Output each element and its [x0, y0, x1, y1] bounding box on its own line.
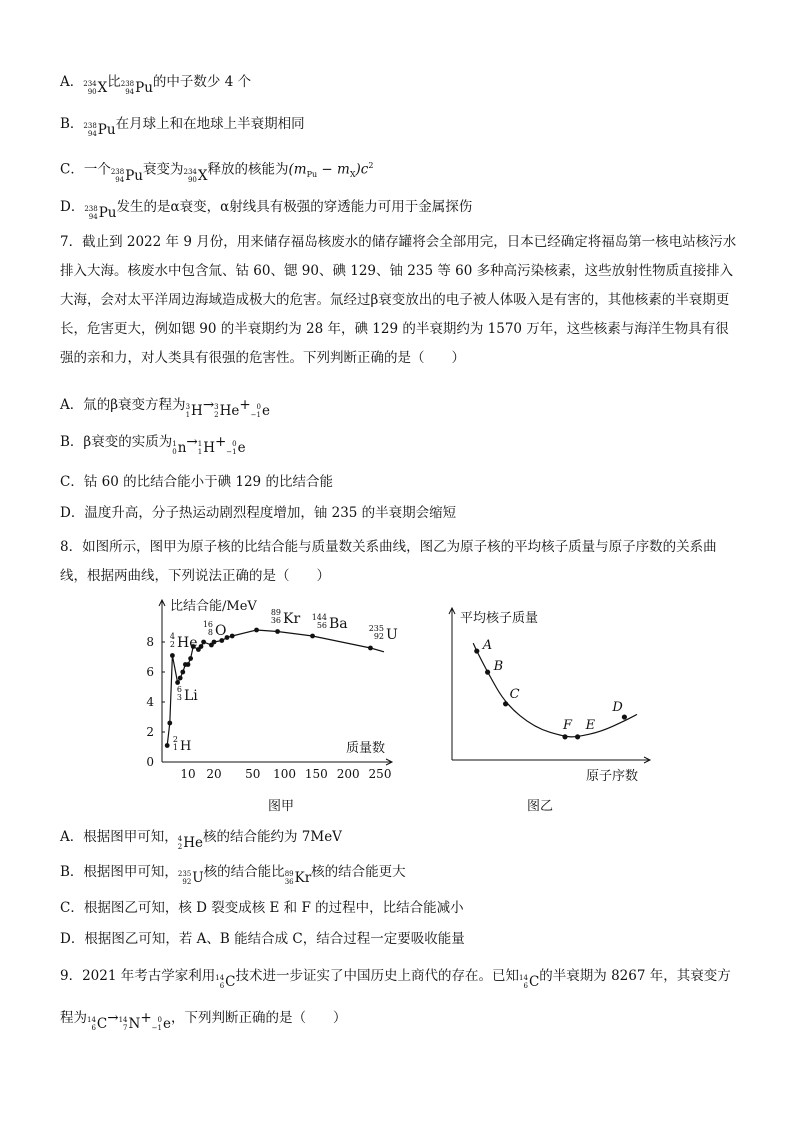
jia-xtick-50: 50	[245, 767, 261, 781]
jia-ytick-4: 4	[146, 695, 154, 709]
yi-point-B	[485, 670, 490, 675]
yi-xlabel: 原子序数	[586, 769, 639, 784]
jia-xtick-250: 250	[368, 767, 392, 781]
jia-label-U-sym: U	[386, 627, 398, 643]
jia-label-H-A: 2	[172, 735, 178, 744]
yi-point-D	[622, 714, 627, 719]
yi-point-label-F: F	[563, 717, 573, 733]
q9-stem-line2: 程为 14 6 C→ 14 7 N+ 0 −1 e，下列判断正确的是（ ）	[60, 1010, 347, 1032]
jia-label-He-Z: 2	[169, 640, 175, 649]
jia-point	[180, 670, 185, 675]
yi-point-label-E: E	[585, 717, 596, 733]
q7-option-b: B．β衰变的实质为 1 0 n→ 1 1 H+ 0 −1 e	[60, 434, 246, 456]
yi-point-label-B: B	[493, 659, 504, 675]
jia-label-Kr-sym: Kr	[283, 611, 301, 627]
yi-ylabel: 平均核子质量	[460, 611, 539, 626]
jia-point	[167, 721, 172, 726]
q7-option-a: A．氚的β衰变方程为 3 1 H→ 3 2 He+ 0 −1 e	[60, 397, 270, 419]
yi-point-A	[474, 648, 479, 653]
yi-point-label-C: C	[509, 686, 520, 702]
jia-point	[170, 653, 175, 658]
jia-label-U-Z: 92	[373, 632, 384, 641]
jia-ytick-6: 6	[146, 665, 154, 679]
yi-group	[449, 608, 650, 784]
jia-label-Ba-Z: 56	[316, 621, 327, 630]
jia-point	[188, 656, 193, 661]
q8-option-d: D．根据图乙可知，若 A、B 能结合成 C，结合过程一定要吸收能量	[60, 931, 465, 947]
jia-ytick-2: 2	[146, 725, 154, 739]
yi-point-E	[575, 734, 580, 739]
jia-label-Kr-A: 89	[270, 608, 281, 617]
jia-xtick-10: 10	[180, 767, 196, 781]
jia-label-O-Z: 8	[207, 628, 213, 637]
jia-label-H-Z: 1	[172, 743, 178, 752]
q8-option-a: A．根据图甲可知， 4 2 He核的结合能约为 7MeV	[60, 829, 342, 851]
q7-stem: 7．截止到 2022 年 9 月份，用来储存福岛核废水的储存罐将会全部用完，日本已经确定将福岛第一核电站核污水排入大海。核废水中包含氚、钴 60、锶 90、碘 129、铀 235 等 60 多种高污染核素，这些放射性物质直接排入大海，会对太平洋周边海域造成极大的危害。氚经过β衰变放出的电子被人体吸入是有害的，其他核素的半衰期更长，危害更大，例如锶 90 的半衰期约为 28 年，碘 129 的半衰期约为 1570 万年，这些核素与海洋生物具有很强的亲和力，对人类具有很强的危害性。下列判断正确的是（ ）	[60, 234, 737, 366]
jia-ylabel: 比结合能/MeV	[170, 599, 257, 614]
q6-option-b: B． 238 94 Pu 在月球上和在地球上半衰期相同	[60, 116, 305, 138]
yi-point-label-A: A	[482, 638, 493, 654]
jia-ytick-0: 0	[146, 755, 154, 769]
jia-ytick-8: 8	[146, 635, 154, 649]
jia-xlabel: 质量数	[346, 741, 386, 756]
figure-jia	[138, 594, 408, 790]
jia-xtick-150: 150	[304, 767, 328, 781]
figure-yi	[440, 594, 660, 790]
jia-label-Ba-A: 144	[311, 613, 327, 622]
jia-labels	[170, 608, 398, 754]
jia-label-H-sym: H	[180, 739, 192, 754]
jia-label-Li-Z: 3	[176, 693, 182, 702]
yi-curve-line	[473, 643, 637, 737]
jia-label-He-sym: He	[177, 635, 198, 651]
jia-xtick-100: 100	[273, 767, 296, 781]
jia-point	[165, 743, 170, 748]
q6-option-d: D． 238 94 Pu 发生的是α衰变，α射线具有极强的穿透能力可用于金属探伤	[60, 199, 473, 221]
jia-point	[178, 676, 183, 681]
q6-option-a: A． 234 90 X 比 238 94 Pu 的中子数少 4 个	[60, 74, 252, 96]
figure-jia-caption: 图甲	[268, 799, 295, 814]
yi-point-label-D: D	[612, 700, 623, 716]
jia-point	[230, 634, 235, 639]
q8-option-c: C．根据图乙可知，核 D 裂变成核 E 和 F 的过程中，比结合能减小	[60, 900, 464, 916]
q7-option-d: D．温度升高，分子热运动剧烈程度增加，铀 235 的半衰期会缩短	[60, 505, 457, 521]
jia-point	[368, 646, 373, 651]
jia-point	[254, 628, 259, 633]
jia-point	[199, 644, 204, 649]
jia-label-Li-sym: Li	[184, 688, 198, 704]
jia-point	[310, 634, 315, 639]
yi-point-C	[503, 701, 508, 706]
jia-point	[201, 640, 206, 645]
q8-stem: 8．如图所示，图甲为原子核的比结合能与质量数关系曲线，图乙为原子核的平均核子质量与原子序数的关系曲线，根据两曲线，下列说法正确的是（ ）	[60, 539, 717, 584]
jia-xtick-200: 200	[336, 767, 360, 781]
q6-option-c: C．一个 238 94 Pu 衰变为 234 90 X 释放的核能为$(m_{Pu} - m_X)c^2$	[60, 161, 374, 184]
jia-label-O-sym: O	[215, 623, 227, 639]
q8-option-b: B．根据图甲可知， 235 92 U核的结合能比 89 36 Kr核的结合能更大	[60, 864, 406, 886]
jia-point	[275, 629, 280, 634]
jia-label-U-A: 235	[368, 624, 384, 633]
yi-point-F	[562, 734, 567, 739]
jia-label-Li-A: 6	[176, 685, 182, 694]
jia-label-O-A: 16	[202, 620, 213, 629]
jia-label-He-A: 4	[169, 632, 175, 641]
jia-xtick-20: 20	[206, 767, 222, 781]
figure-yi-caption: 图乙	[527, 799, 554, 814]
q9-stem-line1: 9．2021 年考古学家利用 14 6 C技术进一步证实了中国历史上商代的存在。已知 14 6 C的半衰期为 8267 年，其衰变方	[60, 968, 731, 990]
jia-point	[212, 640, 217, 645]
jia-point	[186, 662, 191, 667]
jia-label-Ba-sym: Ba	[329, 616, 348, 632]
q7-option-c: C．钴 60 的比结合能小于碘 129 的比结合能	[60, 474, 333, 490]
jia-label-Kr-Z: 36	[270, 616, 281, 625]
